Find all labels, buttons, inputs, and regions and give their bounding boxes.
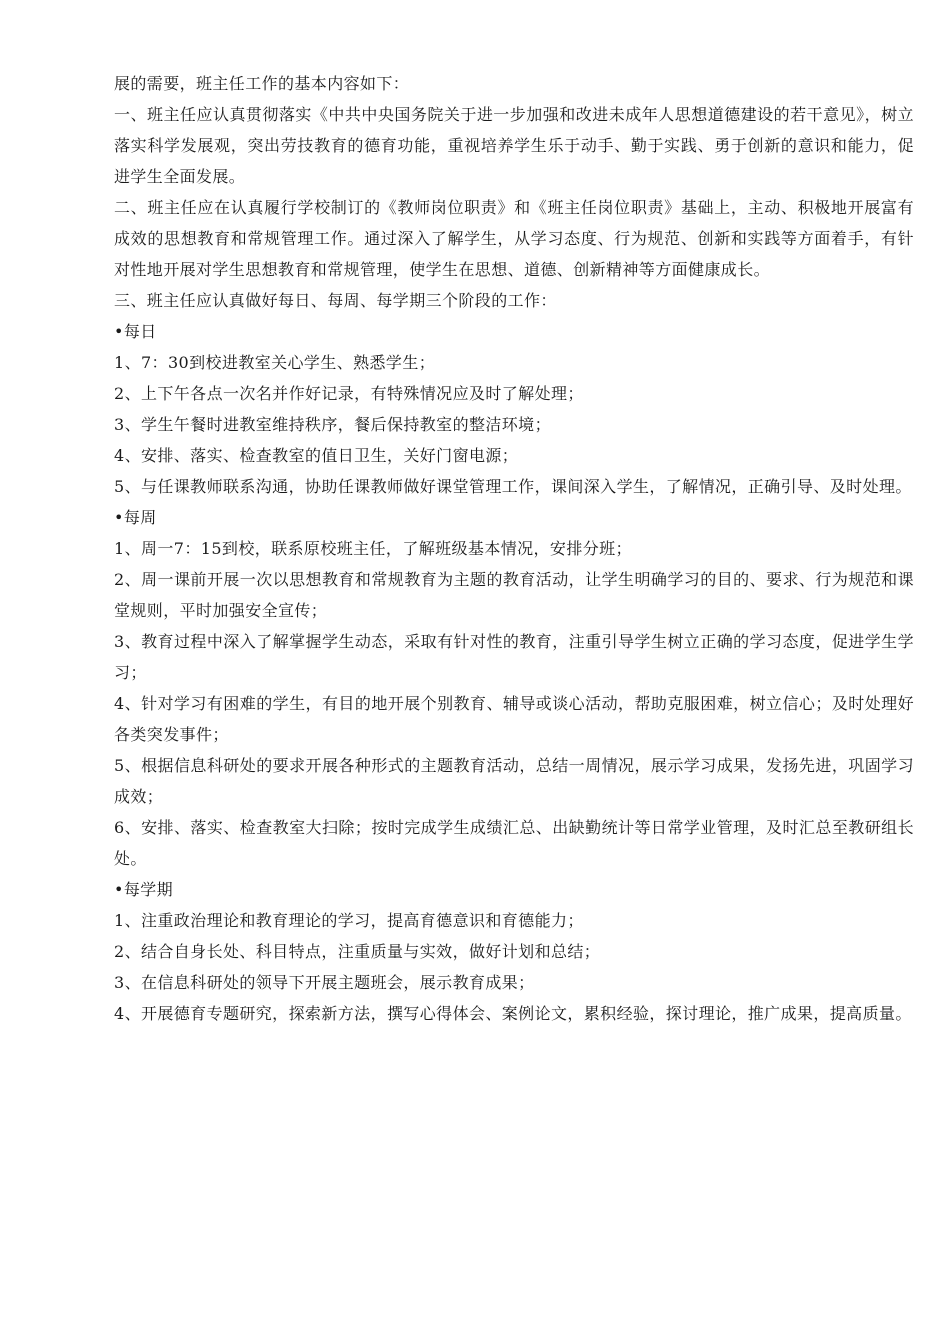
weekly-item-3: 3、教育过程中深入了解掌握学生动态，采取有针对性的教育，注重引导学生树立正确的学习态度，促进学生学习；: [114, 632, 914, 682]
daily-item-3: 3、学生午餐时进教室维持秩序，餐后保持教室的整洁环境；: [114, 415, 551, 434]
semester-item-4: 4、开展德育专题研究，探索新方法，撰写心得体会、案例论文，累积经验，探讨理论，推广成果，提高质量。: [114, 1004, 912, 1023]
daily-item-5: 5、与任课教师联系沟通，协助任课教师做好课堂管理工作，课间深入学生，了解情况，正确引导、及时处理。: [114, 477, 912, 496]
daily-item-1: 1、7：30到校进教室关心学生、熟悉学生；: [114, 353, 436, 372]
weekly-item-5: 5、根据信息科研处的要求开展各种形式的主题教育活动，总结一周情况，展示学习成果，发扬先进，巩固学习成效；: [114, 756, 914, 806]
document-body: [114, 68, 914, 1029]
daily-item-4: 4、安排、落实、检查教室的值日卫生，关好门窗电源；: [114, 446, 519, 465]
paragraph-intro: 展的需要，班主任工作的基本内容如下：: [114, 74, 410, 93]
heading-weekly: •每周: [114, 508, 157, 527]
weekly-item-4: 4、针对学习有困难的学生，有目的地开展个别教育、辅导或谈心活动，帮助克服困难，树立信心；及时处理好各类突发事件；: [114, 694, 914, 744]
paragraph-section-2: 二、班主任应在认真履行学校制订的《教师岗位职责》和《班主任岗位职责》基础上，主动、积极地开展富有成效的思想教育和常规管理工作。通过深入了解学生，从学习态度、行为规范、创新和实践等方面着手，有针对性地开展对学生思想教育和常规管理，使学生在思想、道德、创新精神等方面健康成长。: [114, 198, 914, 279]
daily-item-2: 2、上下午各点一次名并作好记录，有特殊情况应及时了解处理；: [114, 384, 584, 403]
weekly-item-2: 2、周一课前开展一次以思想教育和常规教育为主题的教育活动，让学生明确学习的目的、要求、行为规范和课堂规则，平时加强安全宣传；: [114, 570, 914, 620]
weekly-item-6: 6、安排、落实、检查教室大扫除；按时完成学生成绩汇总、出缺勤统计等日常学业管理，及时汇总至教研组长处。: [114, 818, 914, 868]
heading-semester: •每学期: [114, 880, 174, 899]
heading-daily: •每日: [114, 322, 157, 341]
semester-item-2: 2、结合自身长处、科目特点，注重质量与实效，做好计划和总结；: [114, 942, 601, 961]
weekly-item-1: 1、周一7：15到校，联系原校班主任，了解班级基本情况，安排分班；: [114, 539, 632, 558]
semester-item-3: 3、在信息科研处的领导下开展主题班会，展示教育成果；: [114, 973, 535, 992]
semester-item-1: 1、注重政治理论和教育理论的学习，提高育德意识和育德能力；: [114, 911, 584, 930]
paragraph-section-1: 一、班主任应认真贯彻落实《中共中央国务院关于进一步加强和改进未成年人思想道德建设的若干意见》，树立落实科学发展观，突出劳技教育的德育功能，重视培养学生乐于动手、勤于实践、勇于创新的意识和能力，促进学生全面发展。: [114, 105, 914, 186]
paragraph-section-3: 三、班主任应认真做好每日、每周、每学期三个阶段的工作：: [114, 291, 557, 310]
